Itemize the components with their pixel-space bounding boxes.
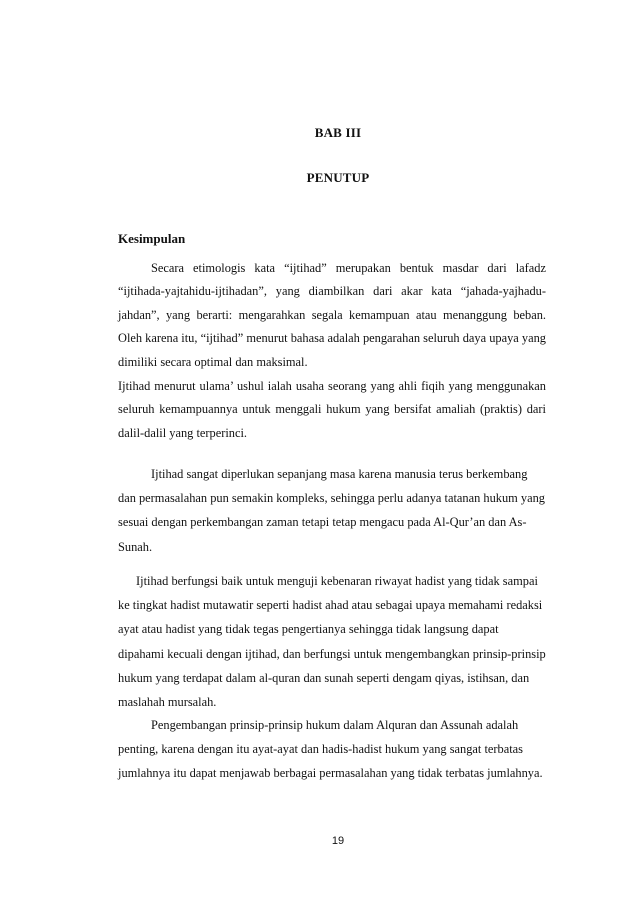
paragraph-necessity: Ijtihad sangat diperlukan sepanjang masa karena manusia terus berkembang dan permasalahan pun semakin kompleks, sehingga perlu adanya tatanan hukum yang sesuai dengan perkembangan zaman tetapi tetap mengacu pada Al-Qur’an dan As-Sunah. — [118, 467, 546, 554]
section-title: Kesimpulan — [118, 231, 186, 246]
chapter-title: PENUTUP — [306, 170, 370, 185]
page-number: 19 — [331, 835, 345, 847]
paragraph-development: Pengembangan prinsip-prinsip hukum dalam Alquran dan Assunah adalah penting, karena dengan itu ayat-ayat dan hadis-hadist hukum yang sangat terbatas jumlahnya itu dapat menjawab berbagai permasalahan yang tidak terbatas jumlahnya. — [118, 718, 543, 781]
chapter-number: BAB III — [314, 125, 362, 140]
paragraph-function: Ijtihad berfungsi baik untuk menguji kebenaran riwayat hadist yang tidak sampai ke tingkat hadist mutawatir seperti hadist ahad atau sebagai upaya memahami redaksi ayat atau hadist yang tidak tegas pengertianya sehingga tidak langsung dapat dipahami kecuali dengan ijtihad, dan berfungsi untuk mengembangkan prinsip-prinsip hukum yang terdapat dalam al-quran dan sunah seperti dengam qiyas, istihsan, dan maslahah mursalah. — [118, 574, 546, 710]
paragraph-ulama-definition: Ijtihad menurut ulama’ ushul ialah usaha seorang yang ahli fiqih yang menggunakan seluruh kemampuannya untuk menggali hukum yang bersifat amaliah (praktis) dari dalil-dalil yang terperinci. — [118, 379, 546, 440]
paragraph-etymology: Secara etimologis kata “ijtihad” merupakan bentuk masdar dari lafadz “ijtihada-yajtahidu-ijtihadan”, yang diambilkan dari akar kata “jahada-yajhadu-jahdan”, yang berarti: mengarahkan segala kemampuan atau menanggung beban. Oleh karena itu, “ijtihad” menurut bahasa adalah pengarahan seluruh daya upaya yang dimiliki secara optimal dan maksimal. — [118, 261, 546, 369]
